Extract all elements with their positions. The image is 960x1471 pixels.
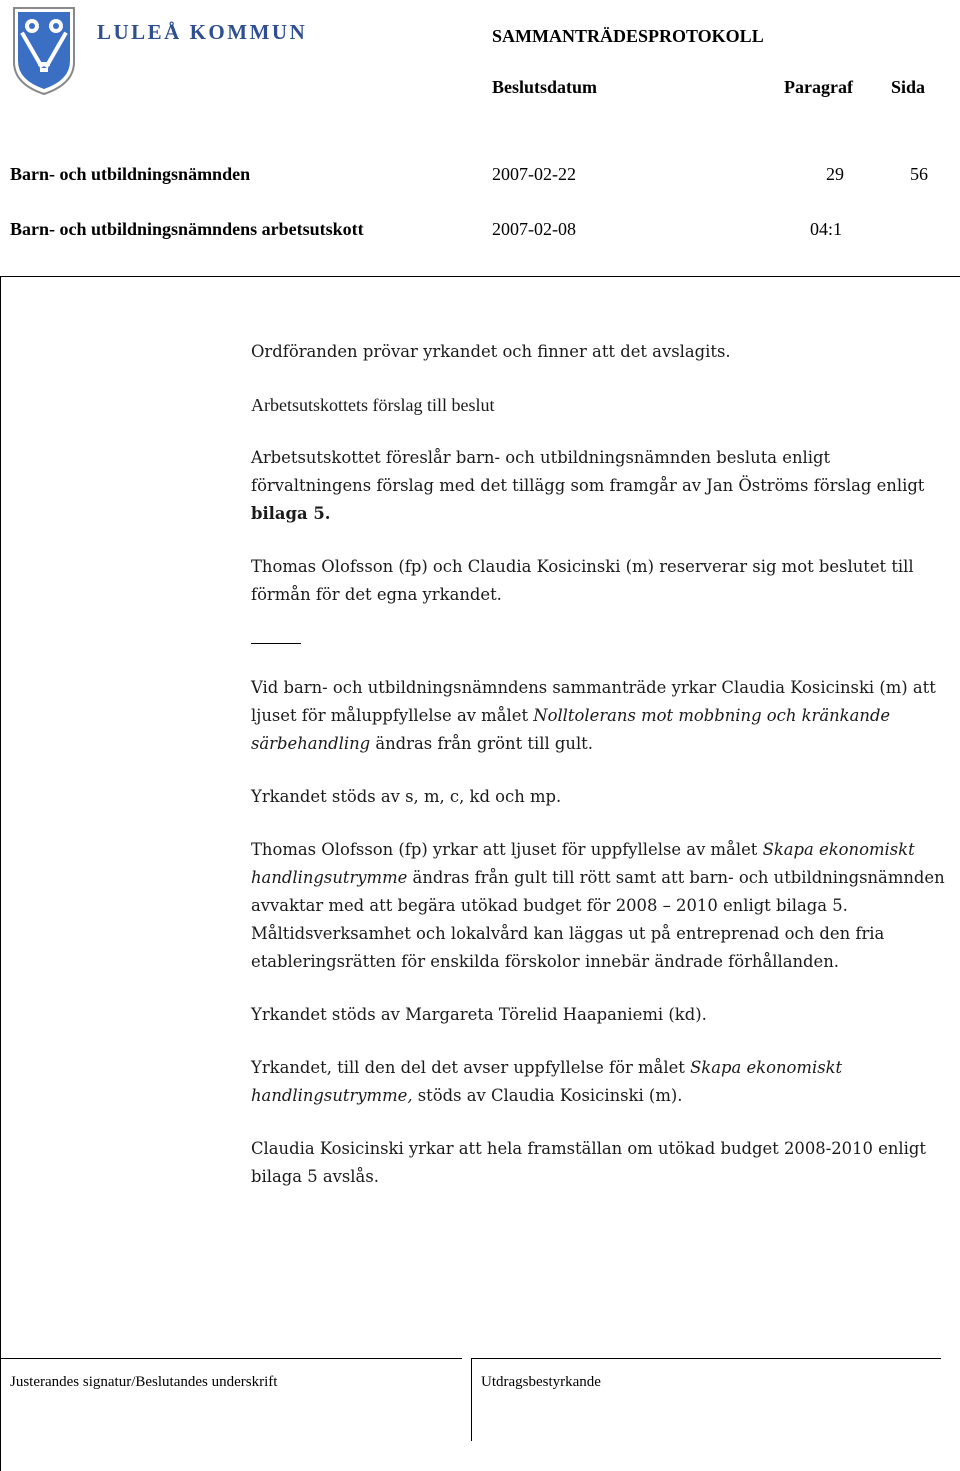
meeting-page: 56	[910, 164, 928, 184]
protocol-title: SAMMANTRÄDESPROTOKOLL	[492, 26, 764, 46]
extract-label: Utdragsbestyrkande	[481, 1374, 601, 1390]
separator-line	[251, 643, 301, 644]
luleå-coat-of-arms-logo	[10, 4, 78, 96]
meeting-date: 2007-02-08	[492, 219, 576, 239]
paragraph-support-1: Yrkandet stöds av s, m, c, kd och mp.	[251, 787, 562, 806]
paragraph-support-2: Yrkandet stöds av Margareta Törelid Haapaniemi (kd).	[251, 1005, 707, 1024]
signature-line	[0, 1358, 462, 1359]
content-frame-left-border	[0, 276, 1, 1471]
column-header-page: Sida	[891, 77, 926, 97]
meeting-date: 2007-02-22	[492, 164, 576, 184]
extract-line	[471, 1358, 941, 1359]
org-name: LULEÅ KOMMUN	[97, 20, 308, 44]
paragraph-motion-2: Thomas Olofsson (fp) yrkar att ljuset för uppfyllelse av målet Skapa ekonomiskt handlingsutrymme ändras från gult till rött samt att barn- och utbildningsnämnden avvaktar med att begära utökad budget för 2008 – 2010 enligt bilaga 5. Måltidsverksamhet och lokalvård kan läggas ut på entreprenad och den fria etableringsrätten för enskilda förskolor innebär ändrade förhållanden.	[251, 840, 945, 971]
protocol-body	[251, 338, 951, 1191]
meeting-paragraph: 04:1	[810, 219, 843, 239]
signature-label: Justerandes signatur/Beslutandes underskrift	[10, 1374, 278, 1390]
content-frame-top-border	[0, 276, 960, 277]
attachment-ref: bilaga 5.	[251, 504, 331, 523]
paragraph-proposal: Arbetsutskottet föreslår barn- och utbildningsnämnden besluta enligt förvaltningens förslag med det tillägg som framgår av Jan Öströms förslag enligt bilaga 5.	[251, 448, 925, 523]
column-header-date: Beslutsdatum	[492, 77, 598, 97]
paragraph-ruling: Ordföranden prövar yrkandet och finner att det avslagits.	[251, 342, 731, 361]
meeting-body: Barn- och utbildningsnämndens arbetsutskott	[10, 219, 364, 239]
column-header-paragraph: Paragraf	[784, 77, 853, 97]
meeting-body: Barn- och utbildningsnämnden	[10, 164, 251, 184]
paragraph-support-3: Yrkandet, till den del det avser uppfyllelse för målet Skapa ekonomiskt handlingsutrymme, stöds av Claudia Kosicinski (m).	[251, 1058, 843, 1105]
meeting-paragraph: 29	[826, 164, 844, 184]
footer-divider	[471, 1358, 472, 1441]
paragraph-motion-3: Claudia Kosicinski yrkar att hela framställan om utökad budget 2008-2010 enligt bilaga 5 avslås.	[251, 1139, 926, 1186]
section-heading: Arbetsutskottets förslag till beslut	[251, 395, 495, 415]
paragraph-reservation: Thomas Olofsson (fp) och Claudia Kosicinski (m) reserverar sig mot beslutet till förmån för det egna yrkandet.	[251, 557, 914, 604]
paragraph-motion-1: Vid barn- och utbildningsnämndens sammanträde yrkar Claudia Kosicinski (m) att ljuset för måluppfyllelse av målet Nolltolerans mot mobbning och kränkande särbehandling ändras från grönt till gult.	[251, 678, 936, 753]
